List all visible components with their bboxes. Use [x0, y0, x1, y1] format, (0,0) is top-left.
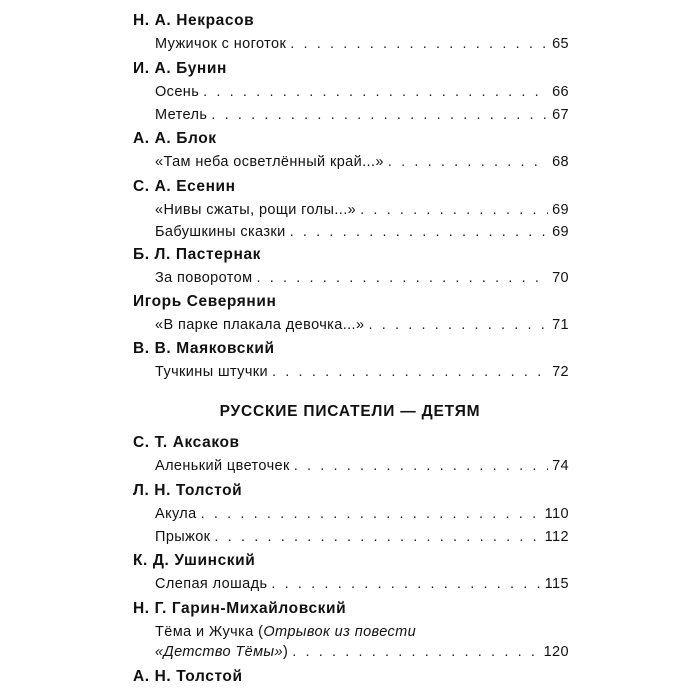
author-heading: А. А. Блок	[133, 130, 217, 147]
entry-title: За поворотом	[155, 270, 253, 286]
toc-entry	[155, 528, 569, 546]
author-heading: Б. Л. Пастернак	[133, 246, 262, 263]
entry-title: Осень	[155, 84, 200, 100]
entry-note: «Детство Тёмы»	[155, 644, 283, 660]
toc-entry	[155, 575, 569, 593]
dot-leader	[292, 643, 539, 661]
dot-leader	[214, 528, 540, 546]
entry-page: 72	[552, 364, 569, 380]
author-heading: Н. Г. Гарин-Михайловский	[133, 600, 347, 617]
dot-leader	[272, 363, 548, 381]
entry-title: Метель	[155, 107, 208, 123]
toc-entry	[155, 223, 569, 241]
dot-leader	[388, 153, 548, 171]
entry-page: 112	[544, 529, 569, 545]
section-title: РУССКИЕ ПИСАТЕЛИ — ДЕТЯМ	[219, 403, 481, 420]
entry-page: 110	[544, 506, 569, 522]
entry-title: Тёма и Жучка	[155, 624, 254, 640]
toc-entry	[155, 153, 569, 171]
toc-entry	[155, 106, 569, 124]
author-heading: Л. Н. Толстой	[133, 482, 243, 499]
entry-note-open: (	[253, 624, 264, 640]
entry-title: Мужичок с ноготок	[155, 36, 287, 52]
toc-entry-first-line	[155, 623, 416, 641]
dot-leader	[290, 223, 548, 241]
toc-entry	[155, 316, 569, 334]
dot-leader	[294, 457, 548, 475]
author-heading: С. А. Есенин	[133, 178, 236, 195]
toc-entry	[155, 505, 569, 523]
entry-title: Прыжок	[155, 529, 211, 545]
entry-note-close: )	[282, 644, 289, 660]
author-heading: Н. А. Некрасов	[133, 12, 255, 29]
toc-entry	[155, 363, 569, 381]
entry-page: 66	[552, 84, 569, 100]
toc-entry	[155, 83, 569, 101]
dot-leader	[201, 505, 541, 523]
dot-leader	[290, 35, 548, 53]
entry-title-continued	[155, 643, 288, 661]
dot-leader	[211, 106, 548, 124]
dot-leader	[203, 83, 548, 101]
author-heading: Игорь Северянин	[133, 293, 277, 310]
entry-title: «В парке плакала девочка...»	[155, 317, 365, 333]
dot-leader	[360, 201, 548, 219]
entry-page: 69	[552, 202, 569, 218]
entry-page: 67	[552, 107, 569, 123]
entry-title: «Нивы сжаты, рощи голы...»	[155, 202, 357, 218]
entry-page: 65	[552, 36, 569, 52]
toc-entry	[155, 643, 569, 661]
entry-title: «Там неба осветлённый край...»	[155, 154, 384, 170]
entry-title: Бабушкины сказки	[155, 224, 286, 240]
dot-leader	[368, 316, 548, 334]
entry-page: 120	[543, 644, 569, 660]
toc-entry	[155, 201, 569, 219]
toc-entry	[155, 35, 569, 53]
author-heading: С. Т. Аксаков	[133, 434, 240, 451]
dot-leader	[257, 269, 549, 287]
entry-page: 70	[552, 270, 569, 286]
author-heading: А. Н. Толстой	[133, 668, 243, 685]
author-heading: В. В. Маяковский	[133, 340, 275, 357]
entry-page: 74	[552, 458, 569, 474]
entry-page: 115	[544, 576, 569, 592]
author-heading: И. А. Бунин	[133, 60, 227, 77]
entry-page: 69	[552, 224, 569, 240]
entry-page: 71	[552, 317, 569, 333]
entry-title: Аленький цветочек	[155, 458, 290, 474]
entry-title: Слепая лошадь	[155, 576, 268, 592]
toc-entry	[155, 457, 569, 475]
entry-page: 68	[552, 154, 569, 170]
toc-entry	[155, 269, 569, 287]
dot-leader	[271, 575, 540, 593]
author-heading: К. Д. Ушинский	[133, 552, 256, 569]
entry-note: Отрывок из повести	[263, 624, 417, 640]
entry-title: Тучкины штучки	[155, 364, 269, 380]
entry-title: Акула	[155, 506, 197, 522]
